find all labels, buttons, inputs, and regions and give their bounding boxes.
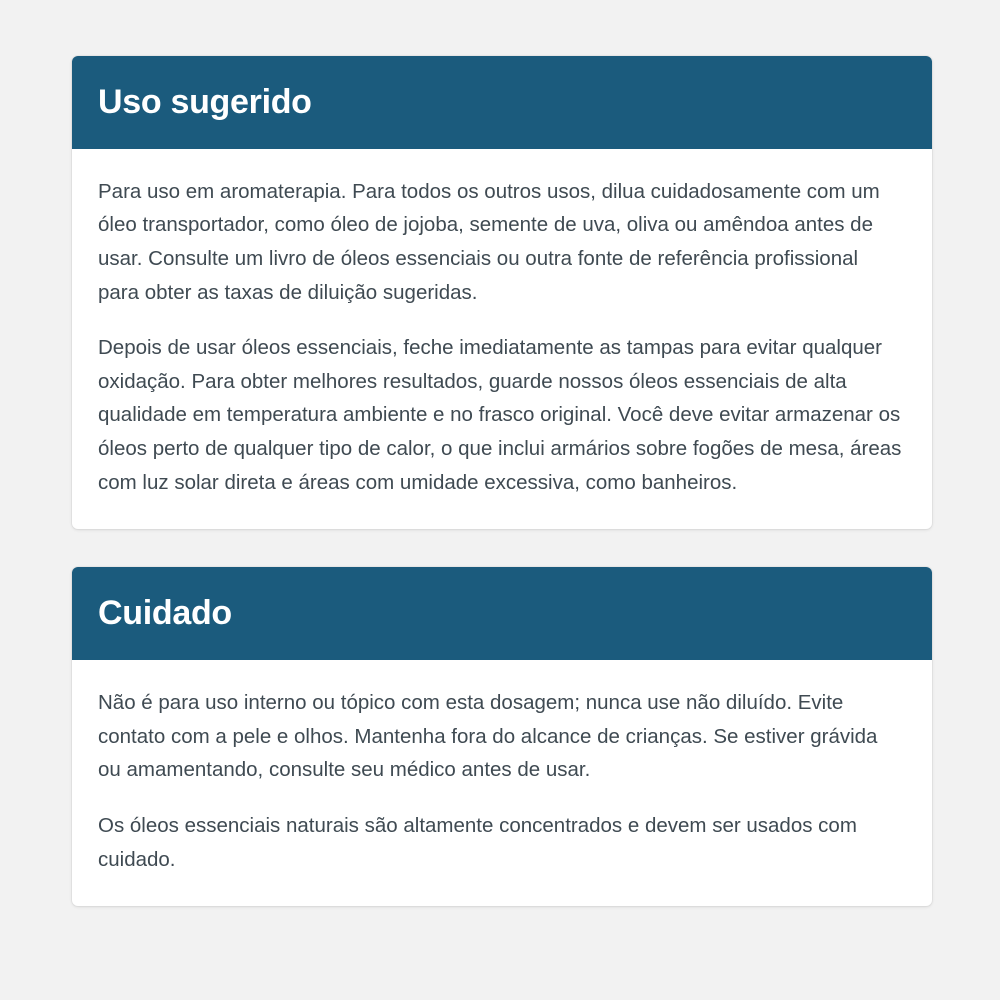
card-uso-sugerido bbox=[72, 56, 932, 529]
paragraph: Depois de usar óleos essenciais, feche imediatamente as tampas para evitar qualquer oxidação. Para obter melhores resultados, guarde nossos óleos essenciais de alta qualidade em temperatura ambiente e no frasco original. Você deve evitar armazenar os óleos perto de qualquer tipo de calor, o que inclui armários sobre fogões de mesa, áreas com luz solar direta e áreas com umidade excessiva, como banheiros. bbox=[98, 336, 902, 494]
card-header-uso-sugerido bbox=[72, 56, 932, 149]
card-cuidado bbox=[72, 567, 932, 906]
paragraph: Não é para uso interno ou tópico com esta dosagem; nunca use não diluído. Evite contato com a pele e olhos. Mantenha fora do alcance de crianças. Se estiver grávida ou amamentando, consulte seu médico antes de usar. bbox=[98, 691, 878, 782]
card-body-uso-sugerido bbox=[72, 149, 932, 529]
paragraph: Para uso em aromaterapia. Para todos os outros usos, dilua cuidadosamente com um óleo transportador, como óleo de jojoba, semente de uva, oliva ou amêndoa antes de usar. Consulte um livro de óleos essenciais ou outra fonte de referência profissional para obter as taxas de diluição sugeridas. bbox=[98, 179, 880, 304]
card-title-cuidado: Cuidado bbox=[98, 594, 232, 633]
card-body-cuidado bbox=[72, 660, 932, 906]
card-title-uso-sugerido: Uso sugerido bbox=[98, 83, 312, 121]
card-header-cuidado bbox=[72, 567, 932, 660]
paragraph: Os óleos essenciais naturais são altamente concentrados e devem ser usados com cuidado. bbox=[98, 813, 857, 871]
